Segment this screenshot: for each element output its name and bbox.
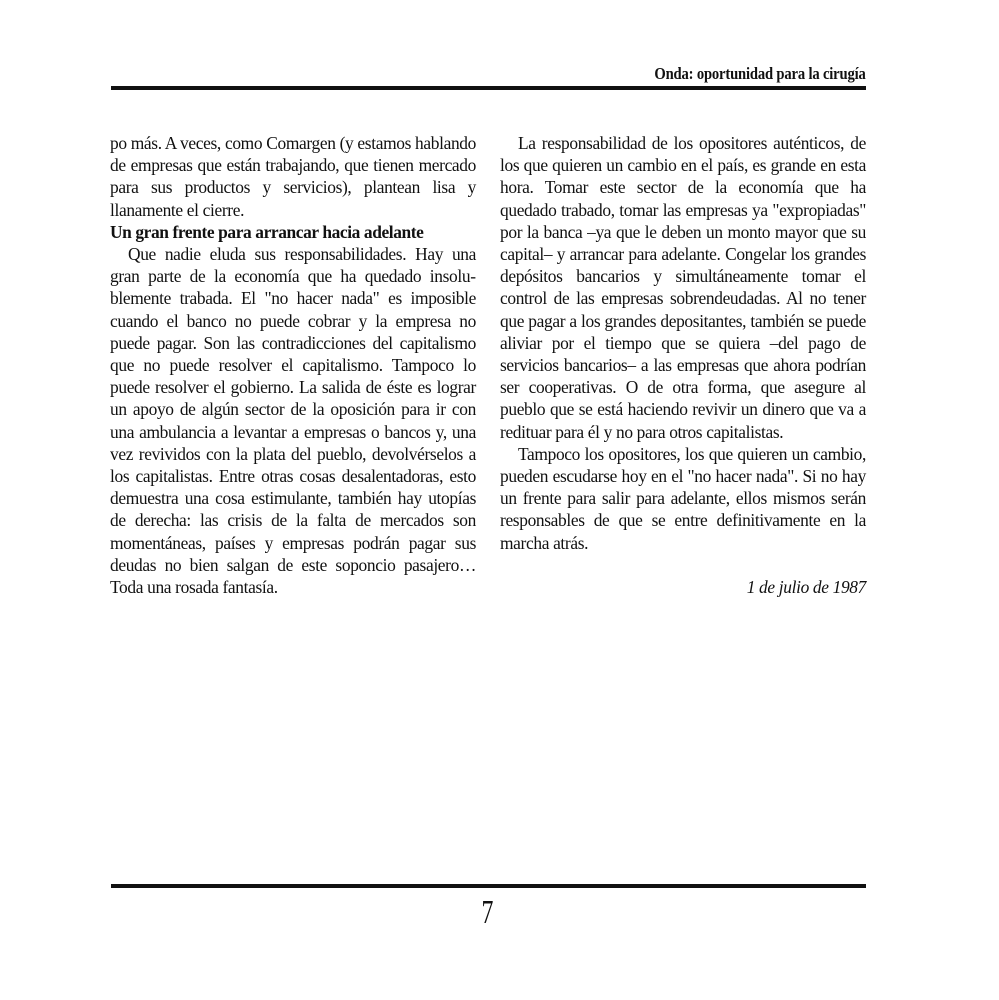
right-column xyxy=(500,132,866,598)
right-paragraph-2: Tampoco los opositores, los que quieren un cambio, pueden escudarse hoy en el "no hacer nada". Si no hay un frente para salir para adelante, ellos mismos serán responsables de que se entre definitivamente en la marcha atrás. xyxy=(500,443,866,553)
header-rule xyxy=(111,86,866,90)
left-column xyxy=(110,132,476,598)
left-paragraph-1: po más. A veces, como Comargen (y estamos hablando de empresas que están trabajando, que tienen mercado para sus productos y servicios), plantean lisa y llanamente el cierre. xyxy=(110,133,476,220)
running-header-title: Onda: oportunidad para la cirugía xyxy=(654,64,866,83)
date-line: 1 de julio de 1987 xyxy=(746,576,866,597)
left-paragraph-2: Que nadie eluda sus responsabilidades. Hay una gran parte de la economía que ha quedado insolublemente trabada. El "no hacer nada" es imposible cuando el banco no puede cobrar y la empresa no puede pagar. Son las contradicciones del capitalismo que no puede resolver el capitalismo. Tampoco lo puede resolver el gobierno. La salida de éste es lograr un apoyo de algún sector de la oposición para ir con una ambulancia a levantar a empresas o bancos y, una vez revividos con la plata del pueblo, devolvérselos a los capitalistas. Entre otras cosas desalentadoras, esto demuestra una cosa estimulante, también hay utopías de derecha: las crisis de la falta de mercados son momentáneas, países y empresas podrán pagar sus deudas no bien salgan de este soponcio pasajero… Toda una rosada fantasía. xyxy=(110,244,476,598)
footer-rule xyxy=(111,884,866,888)
right-paragraph-1: La responsabilidad de los opositores auténticos, de los que quieren un cambio en el país, es grande en esta hora. Tomar este sector de la economía que ha quedado trabado, tomar las empresas ya "expropiadas" por la banca –ya que le deben un monto mayor que su capital– y arrancar para adelante. Congelar los grandes depósitos bancarios y simultáneamente tomar el control de las empresas sobrendeudadas. Al no tener que pagar a los grandes depositantes, también se puede aliviar por el tiempo que se quiera –del pago de servicios bancarios– a las empresas que ahora podrían ser cooperativas. O de otra forma, que asegure al pueblo que se está haciendo revivir un dinero que va a redituar para él y no para otros capitalistas. xyxy=(500,133,866,442)
page-number: 7 xyxy=(481,894,494,931)
section-heading: Un gran frente para arrancar hacia adelante xyxy=(110,221,424,242)
